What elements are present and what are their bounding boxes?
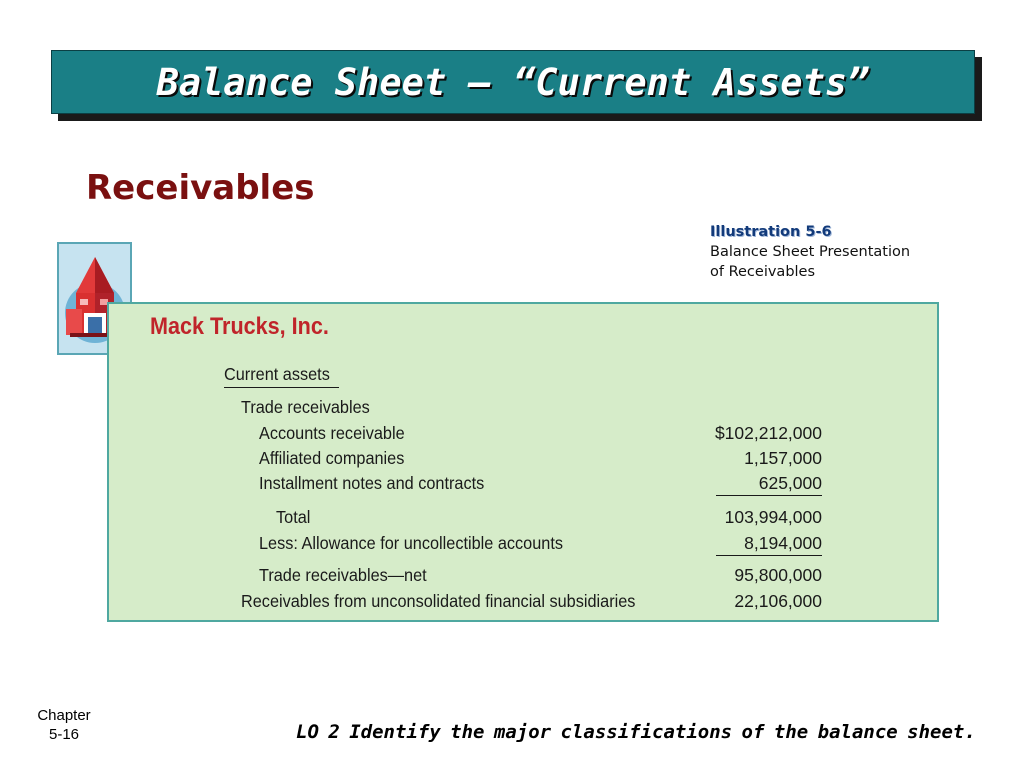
illustration-caption	[710, 222, 910, 282]
row-label-allowance: Less: Allowance for uncollectible accounts	[259, 533, 563, 553]
company-name: Mack Trucks, Inc.	[150, 313, 329, 340]
row-value-trade-receivables-net: 95,800,000	[734, 565, 822, 585]
row-value-accounts-receivable: $102,212,000	[714, 423, 822, 443]
row-value-affiliated-companies: 1,157,000	[744, 448, 822, 468]
row-label-total: Total	[276, 507, 311, 527]
row-label-trade-receivables-net: Trade receivables—net	[259, 565, 427, 585]
section-heading-current-assets: Current assets	[224, 364, 330, 384]
chapter-indicator	[30, 706, 98, 744]
row-label-affiliated-companies: Affiliated companies	[259, 448, 405, 468]
row-value-unconsolidated-subsidiaries: 22,106,000	[734, 591, 822, 611]
illustration-caption-line2: of Receivables	[710, 264, 816, 280]
slide-title: Balance Sheet – “Current Assets”	[156, 60, 870, 104]
title-bar	[51, 50, 975, 114]
slide-subtitle: Receivables	[86, 168, 315, 208]
illustration-label: Illustration 5-6	[710, 224, 832, 240]
subtotal-line-1	[716, 495, 822, 496]
chapter-label: Chapter	[37, 707, 91, 724]
group-heading-trade-receivables: Trade receivables	[241, 397, 370, 417]
row-value-allowance: 8,194,000	[744, 533, 822, 553]
section-underline	[224, 387, 339, 388]
illustration-caption-line1: Balance Sheet Presentation	[710, 244, 911, 260]
row-label-accounts-receivable: Accounts receivable	[259, 423, 405, 443]
subtotal-line-2	[716, 555, 822, 556]
row-value-installment-notes: 625,000	[758, 473, 822, 493]
learning-objective: LO 2 Identify the major classifications of the balance sheet.	[296, 721, 976, 743]
row-label-unconsolidated-subsidiaries: Receivables from unconsolidated financial subsidiaries	[241, 591, 636, 611]
row-value-total: 103,994,000	[724, 507, 822, 527]
row-label-installment-notes: Installment notes and contracts	[259, 473, 485, 493]
chapter-number: 5-16	[48, 726, 80, 743]
